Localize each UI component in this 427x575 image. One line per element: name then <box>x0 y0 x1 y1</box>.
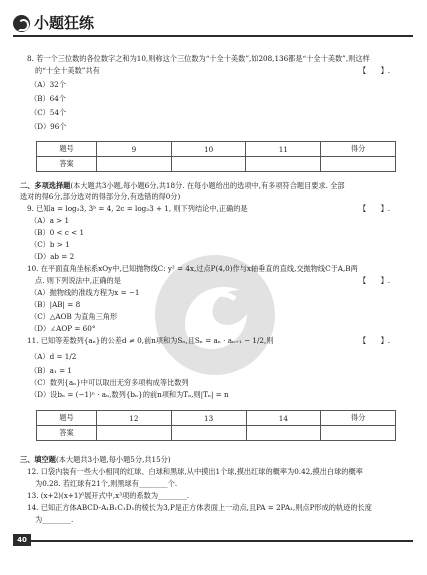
q12-line2: 为0.28. 若红球有21个,则黑球有________个. <box>35 479 178 488</box>
section3-title: 三、填空题 <box>20 455 56 464</box>
table1-header-11: 11 <box>246 142 321 157</box>
table2-score-cell[interactable] <box>321 426 396 441</box>
q8-line1: 8. 若一个三位数的各位数字之和为10,则称这个三位数为“十全十美数”,如208,136都是“十全十美数”,则这样 <box>27 54 370 63</box>
q12-line1: 12. 口袋内装有一些大小相同的红球、白球和黑球,从中摸出1个球,摸出红球的概率为0.42,摸出白球的概率 <box>27 467 363 476</box>
q10-option-a: （A）抛物线的准线方程为x = −1 <box>30 288 140 297</box>
q14-line2: 为________. <box>35 515 74 524</box>
q11-option-c: （C）数列{aₙ}中可以取出无穷多项构成等比数列 <box>30 378 189 387</box>
table1-row-label: 答案 <box>37 157 97 172</box>
table2-answer-cell[interactable] <box>171 426 246 441</box>
section3-instructions: (本大题共3小题,每小题5分,共15分) <box>55 455 171 464</box>
footer-divider <box>13 540 413 542</box>
table2-answer-cell[interactable] <box>97 426 172 441</box>
q8-option-b: （B）64个 <box>30 94 66 103</box>
watermark-logo <box>155 255 275 375</box>
answer-table-2 <box>36 410 396 441</box>
q10-line2: 点. 则下列说法中,正确的是 <box>35 276 121 285</box>
section2-instructions-2: 选对的得6分,部分选对的得部分分,有选错的得0分) <box>20 192 181 201</box>
table2-header-14: 14 <box>246 411 321 426</box>
section3-heading <box>20 455 171 464</box>
table1-answer-cell[interactable] <box>97 157 172 172</box>
q10-option-d: （D）∠AOP = 60° <box>30 324 96 333</box>
table1-score-cell[interactable] <box>321 157 396 172</box>
q9-option-c: （C）b > 1 <box>30 240 70 249</box>
table2-answer-cell[interactable] <box>246 426 321 441</box>
q14-line1: 14. 已知正方体ABCD-A₁B₁C₁D₁的棱长为3,P是正方体表面上一动点,且PA = 2PA₁,则点P形成的轨迹的长度 <box>27 503 372 512</box>
page-title: 小题狂练 <box>34 14 95 32</box>
table1-header-label: 题号 <box>37 142 97 157</box>
q9-option-a: （A）a > 1 <box>30 216 70 225</box>
table2-header-label: 题号 <box>37 411 97 426</box>
q8-option-c: （C）54个 <box>30 108 67 117</box>
header-divider <box>13 35 413 37</box>
table1-answer-cell[interactable] <box>171 157 246 172</box>
q10-option-c: （C）△AOB 为直角三角形 <box>30 312 118 321</box>
q11-option-a: （A）d = 1/2 <box>30 352 77 361</box>
table2-header-13: 13 <box>171 411 246 426</box>
table2-header-12: 12 <box>97 411 172 426</box>
table2-row-label: 答案 <box>37 426 97 441</box>
page-number: 40 <box>13 534 31 546</box>
q9-option-d: （D）ab = 2 <box>30 252 75 261</box>
section2-title: 二、多项选择题 <box>20 181 71 190</box>
section2-instructions-1: (本大题共3小题,每小题6分,共18分. 在每小题给出的选项中,有多项符合题目要求. 全部 <box>70 181 345 190</box>
q8-line2: 的“十全十美数”共有 <box>35 66 100 75</box>
q10-option-b: （B）|AB| = 8 <box>30 300 81 309</box>
q11-stem: 11. 已知等差数列{aₙ}的公差d ≠ 0,前n项和为Sₙ,且Sₙ = aₙ · aₙ₊₁ − 1/2,则 <box>27 336 274 345</box>
table1-header-score: 得分 <box>321 142 396 157</box>
q9-option-b: （B）0 < c < 1 <box>30 228 85 237</box>
q10-bracket: 【 】. <box>359 276 391 285</box>
table1-header-9: 9 <box>97 142 172 157</box>
table1-header-10: 10 <box>171 142 246 157</box>
q11-option-b: （B）a₁ = 1 <box>30 366 72 375</box>
q11-option-d: （D）设bₙ = (−1)ⁿ · aₙ,数列{bₙ}的前n项和为Tₙ,则|Tₙ| = n <box>30 390 229 399</box>
q8-bracket: 【 】. <box>359 66 391 75</box>
q8-option-d: （D）96个 <box>30 122 67 131</box>
table2-header-score: 得分 <box>321 411 396 426</box>
section2-heading <box>20 181 345 190</box>
q11-bracket: 【 】. <box>359 336 391 345</box>
q13-line1: 13. (x+2)(x+1)⁶展开式中,x³项的系数为________. <box>27 491 190 500</box>
q9-bracket: 【 】. <box>359 204 391 213</box>
answer-table-1 <box>36 141 396 172</box>
q9-stem: 9. 已知a = log₃3, 3ᵇ = 4, 2c = log₂3 + 1, 则下列结论中,正确的是 <box>27 204 248 213</box>
q8-option-a: （A）32个 <box>30 80 66 89</box>
q10-line1: 10. 在平面直角坐标系xOy中,已知抛物线C: y² = 4x,过点P(4,0)作与x轴垂直的直线,交抛物线C于A,B两 <box>27 264 358 273</box>
logo-icon <box>13 15 30 32</box>
table1-answer-cell[interactable] <box>246 157 321 172</box>
